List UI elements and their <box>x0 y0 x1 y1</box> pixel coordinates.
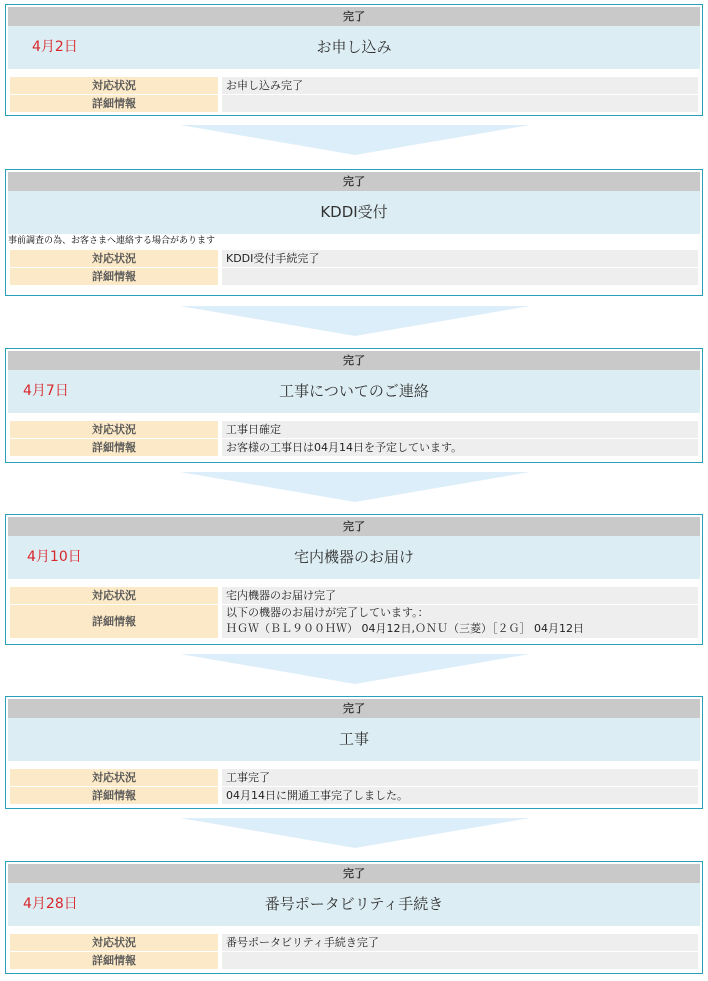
step-title: KDDI受付 <box>320 203 388 221</box>
step-date: 4月10日 <box>27 549 82 565</box>
detail-value <box>222 605 698 638</box>
step-title: 番号ポータビリティ手続き <box>264 895 444 913</box>
step-title: 宅内機器のお届け <box>293 548 414 566</box>
status-bar: 完了 <box>8 517 700 536</box>
detail-value: 04月14日に開通工事完了しました。 <box>222 787 698 804</box>
detail-row <box>10 605 698 638</box>
status-value: KDDI受付手続完了 <box>222 250 698 267</box>
detail-value <box>222 95 698 112</box>
down-arrow-icon <box>180 125 530 155</box>
step-title: 工事についてのご連絡 <box>279 382 429 400</box>
down-arrow-icon <box>180 654 530 684</box>
step-card-kddi-reception <box>5 169 703 296</box>
status-value: 番号ポータビリティ手続き完了 <box>222 934 698 951</box>
step-date: 4月28日 <box>23 896 78 912</box>
status-label: 対応状況 <box>10 934 218 951</box>
step-title-band <box>8 718 700 761</box>
step-note: 事前調査の為、お客さまへ連絡する場合があります <box>8 236 216 246</box>
status-label: 対応状況 <box>10 421 218 438</box>
status-row <box>10 587 698 604</box>
detail-label: 詳細情報 <box>10 268 218 285</box>
detail-value: お客様の工事日は04月14日を予定しています。 <box>222 439 698 456</box>
status-bar: 完了 <box>8 351 700 370</box>
step-title-band <box>8 883 700 926</box>
detail-label: 詳細情報 <box>10 605 218 638</box>
detail-row <box>10 439 698 456</box>
step-title-band <box>8 370 700 413</box>
step-date: 4月2日 <box>32 39 78 55</box>
status-value: 工事完了 <box>222 769 698 786</box>
status-label: 対応状況 <box>10 250 218 267</box>
step-card-construction <box>5 696 703 809</box>
down-arrow-icon <box>180 472 530 502</box>
status-label: 対応状況 <box>10 587 218 604</box>
detail-value <box>222 952 698 969</box>
step-title-band <box>8 26 700 69</box>
step-card-construction-contact <box>5 348 703 463</box>
step-title: 工事 <box>338 730 369 748</box>
status-value: 工事日確定 <box>222 421 698 438</box>
detail-label: 詳細情報 <box>10 95 218 112</box>
detail-row <box>10 268 698 285</box>
step-card-application <box>5 4 703 116</box>
status-bar: 完了 <box>8 7 700 26</box>
down-arrow-icon <box>180 818 530 848</box>
detail-line: ＨＧＷ（ＢＬ９００ＨＷ） 04月12日,ＯＮＵ（三菱）［２Ｇ］ 04月12日 <box>226 622 584 635</box>
detail-value <box>222 268 698 285</box>
step-card-device-delivery <box>5 514 703 645</box>
step-card-number-portability <box>5 861 703 974</box>
detail-label: 詳細情報 <box>10 439 218 456</box>
step-title: お申し込み <box>316 38 392 56</box>
status-value: お申し込み完了 <box>222 77 698 94</box>
status-row <box>10 421 698 438</box>
detail-label: 詳細情報 <box>10 952 218 969</box>
status-bar: 完了 <box>8 699 700 718</box>
detail-label: 詳細情報 <box>10 787 218 804</box>
status-label: 対応状況 <box>10 769 218 786</box>
status-row <box>10 769 698 786</box>
down-arrow-icon <box>180 306 530 336</box>
status-bar: 完了 <box>8 172 700 191</box>
detail-row <box>10 95 698 112</box>
step-date: 4月7日 <box>23 383 69 399</box>
status-value: 宅内機器のお届け完了 <box>222 587 698 604</box>
detail-line: 以下の機器のお届けが完了しています。： <box>226 606 429 619</box>
status-bar: 完了 <box>8 864 700 883</box>
step-title-band <box>8 191 700 234</box>
detail-row <box>10 952 698 969</box>
status-row <box>10 250 698 267</box>
detail-row <box>10 787 698 804</box>
status-label: 対応状況 <box>10 77 218 94</box>
step-title-band <box>8 536 700 579</box>
status-row <box>10 934 698 951</box>
status-row <box>10 77 698 94</box>
